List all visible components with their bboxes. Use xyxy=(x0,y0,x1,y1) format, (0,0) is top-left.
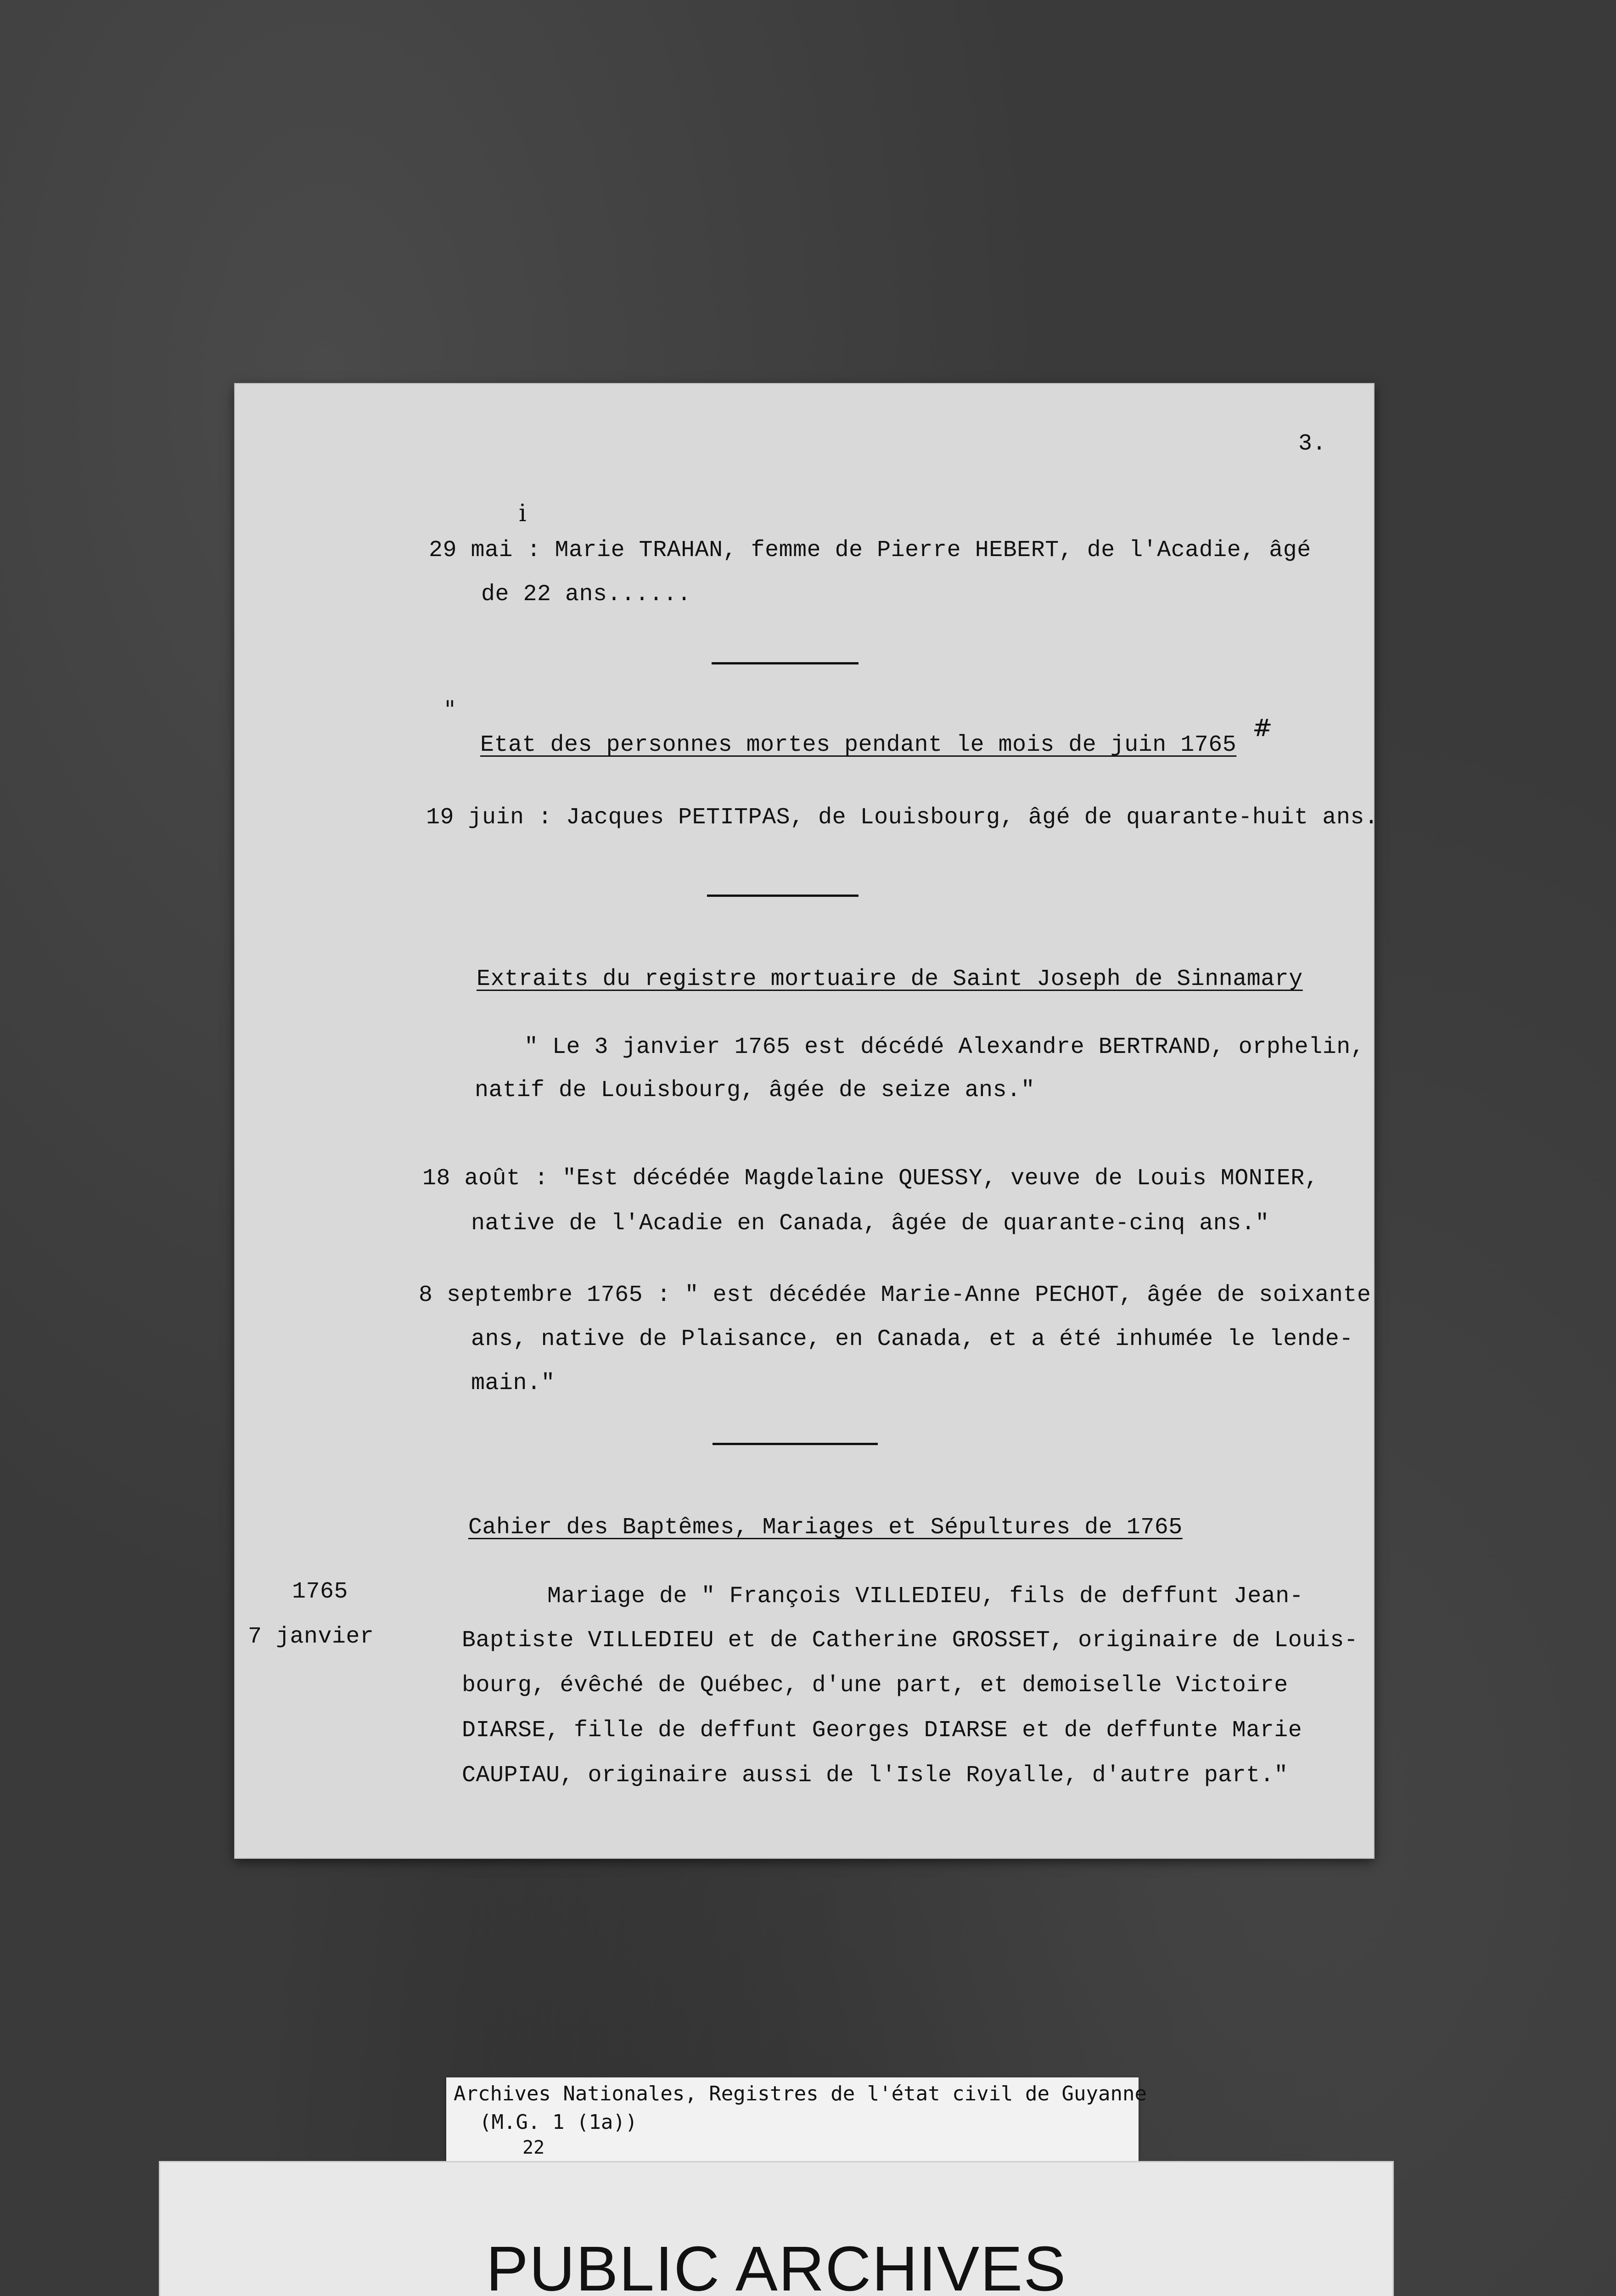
page-number: 3. xyxy=(1298,431,1327,457)
entry-8-septembre-line1: 8 septembre 1765 : " est décédée Marie-Anne PECHOT, âgée de soixante xyxy=(419,1282,1371,1308)
separator-rule xyxy=(713,1443,878,1445)
entry-8-septembre-line3: main." xyxy=(471,1370,556,1396)
source-label-line1: Archives Nationales, Registres de l'état civil de Guyanne xyxy=(454,2082,1147,2105)
heading-cahier-1765: Cahier des Baptêmes, Mariages et Sépultures de 1765 xyxy=(468,1514,1183,1541)
handwritten-mark: i xyxy=(519,500,527,527)
entry-29-mai-line2: de 22 ans...... xyxy=(481,581,691,608)
entry-mariage-line4: DIARSE, fille de deffunt Georges DIARSE et de deffunte Marie xyxy=(462,1717,1302,1744)
entry-29-mai-line1: 29 mai : Marie TRAHAN, femme de Pierre HEBERT, de l'Acadie, âgé xyxy=(429,537,1311,563)
separator-rule xyxy=(712,662,858,664)
margin-year: 1765 xyxy=(292,1579,348,1605)
heading-juin-1765: Etat des personnes mortes pendant le mois de juin 1765 xyxy=(480,732,1237,758)
entry-mariage-line3: bourg, évêché de Québec, d'une part, et demoiselle Victoire xyxy=(462,1672,1288,1699)
handwritten-mark: # xyxy=(1252,715,1273,742)
entry-19-juin: 19 juin : Jacques PETITPAS, de Louisbourg, âgé de quarante-huit ans. xyxy=(426,805,1379,831)
entry-mariage-line1: Mariage de " François VILLEDIEU, fils de deffunt Jean- xyxy=(547,1583,1304,1609)
entry-mariage-line2: Baptiste VILLEDIEU et de Catherine GROSSET, originaire de Louis- xyxy=(462,1627,1358,1654)
source-label xyxy=(446,2077,1147,2170)
entry-18-aout-line1: 18 août : "Est décédée Magdelaine QUESSY, veuve de Louis MONIER, xyxy=(422,1165,1319,1192)
entry-mariage-line5: CAUPIAU, originaire aussi de l'Isle Royalle, d'autre part." xyxy=(462,1762,1288,1789)
archives-stamp xyxy=(159,2161,1394,2296)
source-label-line2: (M.G. 1 (1a)) xyxy=(479,2110,638,2134)
margin-date: 7 janvier xyxy=(248,1624,374,1650)
source-label-line3: 22 xyxy=(522,2137,545,2158)
heading-sinnamary: Extraits du registre mortuaire de Saint Joseph de Sinnamary xyxy=(477,966,1303,992)
entry-3-janvier-line2: natif de Louisbourg, âgée de seize ans." xyxy=(475,1077,1035,1103)
handwritten-mark: " xyxy=(444,696,455,724)
separator-rule xyxy=(707,895,858,897)
entry-8-septembre-line2: ans, native de Plaisance, en Canada, et a été inhumée le lende- xyxy=(471,1326,1353,1352)
entry-3-janvier-line1: " Le 3 janvier 1765 est décédé Alexandre BERTRAND, orphelin, xyxy=(524,1034,1365,1060)
entry-18-aout-line2: native de l'Acadie en Canada, âgée de quarante-cinq ans." xyxy=(471,1210,1269,1237)
stamp-line-public-archives: PUBLIC ARCHIVES xyxy=(486,2234,1067,2296)
document-page xyxy=(235,384,1379,1858)
